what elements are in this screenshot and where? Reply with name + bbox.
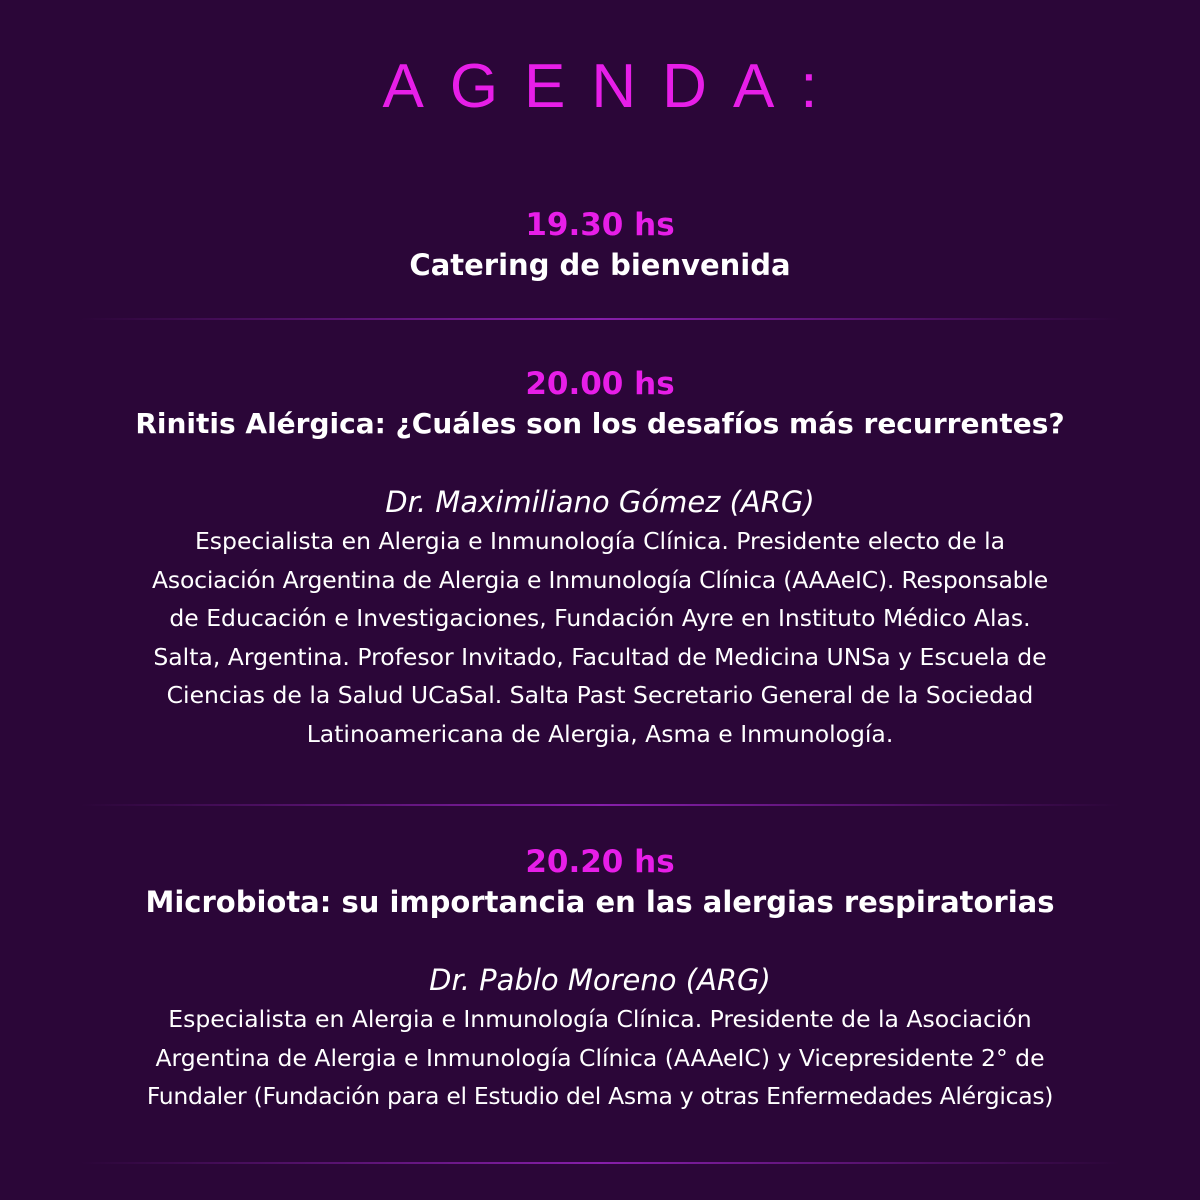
- speaker-bio: [40, 1000, 1160, 1116]
- session-2: [0, 364, 1200, 754]
- session-heading: Rinitis Alérgica: ¿Cuáles son los desafíos más recurrentes?: [135, 407, 1065, 440]
- session-time: 20.20 hs: [525, 844, 675, 880]
- bio-line: Argentina de Alergia e Inmunología Clínica (AAAeIC) y Vicepresidente 2° de: [155, 1043, 1045, 1072]
- bio-line: Ciencias de la Salud UCaSal. Salta Past Secretario General de la Sociedad: [166, 681, 1034, 710]
- session-heading: Catering de bienvenida: [409, 248, 791, 282]
- speaker-bio: [40, 522, 1160, 754]
- bio-line: Especialista en Alergia e Inmunología Clínica. Presidente de la Asociación: [168, 1005, 1032, 1033]
- agenda-title: AGENDA:: [382, 52, 844, 121]
- session-time: 19.30 hs: [525, 207, 675, 243]
- bio-line: Asociación Argentina de Alergia e Inmunología Clínica (AAAeIC). Responsable: [152, 565, 1048, 594]
- bio-line: Especialista en Alergia e Inmunología Clínica. Presidente electo de la: [194, 527, 1006, 555]
- bio-line: Latinoamericana de Alergia, Asma e Inmunología.: [306, 719, 894, 748]
- speaker-name: Dr. Maximiliano Gómez (ARG): [385, 485, 815, 519]
- session-1: [0, 205, 1200, 285]
- bio-line: Fundaler (Fundación para el Estudio del Asma y otras Enfermedades Alérgicas): [146, 1082, 1054, 1111]
- divider: [80, 318, 1120, 320]
- session-3: [0, 842, 1200, 1116]
- session-time: 20.00 hs: [525, 366, 675, 402]
- session-heading: Microbiota: su importancia en las alergias respiratorias: [145, 885, 1055, 919]
- divider: [80, 1162, 1120, 1164]
- bio-line: Salta, Argentina. Profesor Invitado, Facultad de Medicina UNSa y Escuela de: [153, 642, 1047, 671]
- bio-line: de Educación e Investigaciones, Fundación Ayre en Instituto Médico Alas.: [169, 604, 1031, 633]
- divider: [80, 804, 1120, 806]
- speaker-name: Dr. Pablo Moreno (ARG): [429, 963, 771, 997]
